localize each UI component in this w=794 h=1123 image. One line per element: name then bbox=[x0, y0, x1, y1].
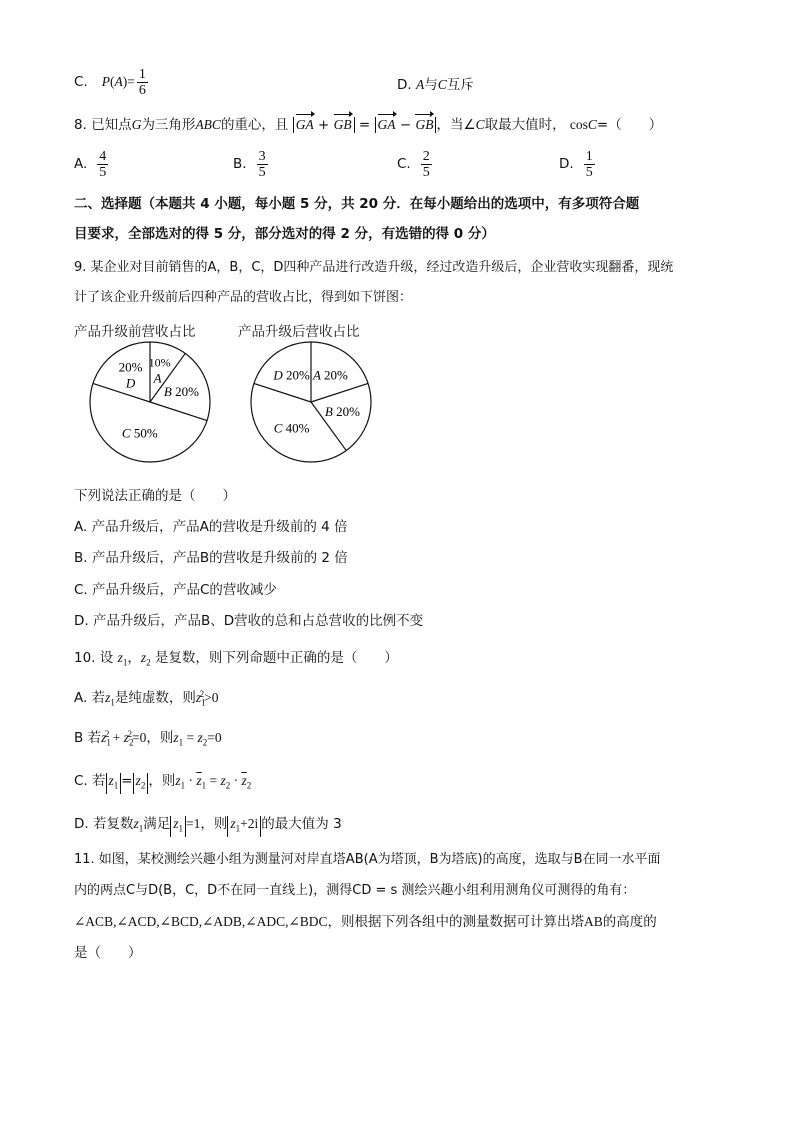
q8-option-b[interactable] bbox=[233, 146, 270, 182]
q7-option-d-label: D. bbox=[397, 77, 412, 93]
q9-question: 下列说法正确的是（ ） bbox=[74, 488, 236, 504]
q8-vec-ga2: GA bbox=[377, 117, 396, 132]
pie-1-label-D bbox=[272, 367, 310, 382]
q8-tail: =（ ） bbox=[596, 117, 663, 133]
q10-option-a[interactable]: A. 若$z_1$是纯虚数，则$z_1^2>0$ bbox=[74, 688, 219, 708]
q8-option-b-fraction bbox=[257, 149, 268, 180]
q8-g: G bbox=[131, 117, 142, 132]
q7-d-end: 互斥 bbox=[446, 77, 474, 93]
q8-option-c[interactable] bbox=[397, 146, 434, 182]
pie-before-title: 产品升级前营收占比 bbox=[74, 324, 196, 340]
svg-text:10%: 10% bbox=[148, 355, 171, 370]
q10-d-pre: 若复数 bbox=[92, 816, 134, 832]
q8-mid2: 的重心，且 bbox=[220, 117, 289, 133]
svg-text:C 40%: C 40% bbox=[273, 420, 310, 436]
svg-text:D: D bbox=[125, 375, 136, 391]
q10-a-pre: 若 bbox=[91, 690, 106, 706]
q8-stem: 8. 已知点G为三角形ABC的重心，且 GA + GB = GA − GB ，当∠C取最大值时， cosC=（ ） bbox=[74, 117, 663, 133]
q8-option-a-label: A. bbox=[74, 156, 88, 172]
q8-option-d-fraction bbox=[584, 149, 595, 180]
q8-b-den: 5 bbox=[258, 164, 266, 180]
q8-a-den: 5 bbox=[99, 164, 107, 180]
pie-after-title: 产品升级后营收占比 bbox=[238, 324, 360, 340]
q10-c-pre: 若 bbox=[92, 773, 106, 789]
svg-text:A: A bbox=[153, 370, 162, 386]
q8-option-d-label: D. bbox=[559, 156, 574, 172]
q8-abs-diff: GA − GB bbox=[375, 117, 437, 133]
q10-b-mid: =0，则 bbox=[131, 730, 174, 745]
q10-z1-sub: 1 bbox=[122, 657, 128, 668]
q8-vec-gb: GB bbox=[333, 117, 352, 132]
q7-option-c-label: C. bbox=[74, 74, 88, 90]
q11-stem-line2: 内的两点C与D(B，C，D不在同一直线上)，测得CD = s 测绘兴趣小组利用测角仪可测得的角有： bbox=[74, 883, 636, 898]
q9-option-b[interactable]: B. 产品升级后，产品B的营收是升级前的 2 倍 bbox=[74, 550, 348, 566]
q10-d-label: D. bbox=[74, 816, 89, 832]
q8-number: 8. bbox=[74, 117, 87, 133]
q10-z1: z bbox=[117, 650, 123, 665]
q8-option-c-label: C. bbox=[397, 156, 411, 172]
q10-a-mid: 是纯虚数，则 bbox=[114, 690, 196, 706]
q8-vec-gb2: GB bbox=[415, 117, 434, 132]
pie-before-chart bbox=[86, 338, 214, 466]
pie-0-label-C bbox=[122, 425, 158, 440]
q10-pre: 10. 设 bbox=[74, 650, 114, 666]
q8-option-c-fraction bbox=[421, 149, 432, 180]
svg-text:20%: 20% bbox=[118, 359, 143, 375]
section2-heading-line1: 二、选择题（本题共 4 小题，每小题 5 分，共 20 分．在每小题给出的选项中，有多项符合题 bbox=[74, 196, 640, 212]
q8-pre: 已知点 bbox=[91, 117, 132, 133]
q11-stem-line3: ∠ACB,∠ACD,∠BCD,∠ADB,∠ADC,∠BDC，则根据下列各组中的测量数据可计算出塔AB的高度的 bbox=[74, 914, 657, 929]
q7-d-c: C bbox=[437, 77, 447, 92]
q7-c-p: P bbox=[101, 74, 110, 89]
pie-1-label-A bbox=[312, 367, 348, 382]
q10-b-pre: 若 bbox=[87, 730, 102, 746]
q10-b-rhs: =0 bbox=[207, 730, 222, 745]
q9-stem-line2: 计了该企业升级前后四种产品的营收占比，得到如下饼图： bbox=[74, 290, 413, 305]
svg-text:A 20%: A 20% bbox=[312, 367, 348, 383]
q8-vec-ga: GA bbox=[295, 117, 314, 132]
q8-b-num: 3 bbox=[258, 148, 266, 164]
q8-d-den: 5 bbox=[585, 164, 593, 180]
q10-a-label: A. bbox=[74, 690, 88, 706]
q8-option-d[interactable] bbox=[559, 146, 597, 182]
q10-d-post: 的最大值为 3 bbox=[261, 816, 342, 832]
q9-option-d[interactable]: D. 产品升级后，产品B、D营收的总和占总营收的比例不变 bbox=[74, 613, 424, 629]
q8-d-num: 1 bbox=[585, 148, 593, 164]
q8-option-a-fraction bbox=[97, 149, 108, 180]
svg-text:B 20%: B 20% bbox=[324, 404, 360, 420]
q8-option-a[interactable] bbox=[74, 146, 110, 182]
q10-stem: 10. 设 $z_1$，$z_2$ 是复数，则下列命题中正确的是（ ） bbox=[74, 650, 398, 668]
q7-option-d[interactable] bbox=[397, 73, 474, 93]
q7-option-c[interactable]: C. P ( A )= $\frac{1}{6}$ bbox=[74, 66, 146, 98]
pie-0-label-B bbox=[164, 384, 199, 399]
svg-text:D 20%: D 20% bbox=[273, 367, 310, 383]
pie-1-label-B bbox=[325, 404, 360, 419]
q11-stem-line4: 是（ ） bbox=[74, 945, 142, 961]
q7-c-den: 6 bbox=[138, 82, 146, 98]
q10-d-eq: =1，则 bbox=[186, 816, 228, 831]
q8-post: ，当∠ bbox=[436, 117, 476, 133]
pie-after-chart bbox=[247, 338, 375, 466]
q9-stem-line1: 9. 某企业对目前销售的A，B，C，D四种产品进行改造升级，经过改造升级后，企业营收实现翻番，现统 bbox=[74, 260, 674, 275]
svg-text:B 20%: B 20% bbox=[163, 383, 199, 399]
q8-post2: 取最大值时， bbox=[484, 117, 566, 133]
q10-c-label: C. bbox=[74, 773, 88, 789]
q10-option-d[interactable]: D. 若复数$z_1$满足 $z_1 =1$，则 $z_1+2i$ 的最大值为 3 bbox=[74, 812, 342, 837]
q10-a-rel: >0 bbox=[204, 690, 219, 705]
q7-c-num: 1 bbox=[138, 66, 146, 82]
q8-cos-c: C bbox=[587, 117, 597, 132]
q7-d-a: A bbox=[415, 77, 425, 92]
q10-c-mid: ，则 bbox=[148, 773, 176, 789]
q10-option-c[interactable]: C. 若 $z_1 = z_2$ ，则$z_1 \cdot \overline{z}_1 = z_2 \cdot \overline{z}_2$ bbox=[74, 769, 251, 794]
q7-c-arg: A bbox=[114, 74, 123, 89]
q10-d-plus: +2i bbox=[240, 816, 259, 831]
q8-abc: ABC bbox=[195, 117, 221, 132]
q8-a-num: 4 bbox=[99, 148, 107, 164]
q10-z2-sub: 2 bbox=[146, 657, 151, 668]
q8-option-b-label: B. bbox=[233, 156, 247, 172]
section2-heading-line2: 目要求，全部选对的得 5 分，部分选对的得 2 分，有选错的得 0 分） bbox=[74, 226, 495, 242]
q11-stem-line1: 11. 如图，某校测绘兴趣小组为测量河对岸直塔AB(A为塔顶，B为塔底)的高度，选取与B在同一水平面 bbox=[74, 852, 661, 867]
q8-cos: cos bbox=[569, 117, 588, 132]
q8-c-num: 2 bbox=[422, 148, 430, 164]
q8-abs-sum: GA + GB bbox=[293, 117, 355, 133]
svg-text:C 50%: C 50% bbox=[121, 425, 158, 441]
q8-c: C bbox=[475, 117, 485, 132]
q8-c-den: 5 bbox=[422, 164, 430, 180]
q10-post: 是复数，则下列命题中正确的是（ ） bbox=[154, 650, 398, 666]
q10-b-label: B bbox=[74, 730, 84, 746]
q8-mid: 为三角形 bbox=[141, 117, 196, 133]
q7-d-mid: 与 bbox=[424, 77, 438, 93]
q9-option-c[interactable]: C. 产品升级后，产品C的营收减少 bbox=[74, 582, 277, 598]
q10-d-mid: 满足 bbox=[143, 816, 171, 832]
q7-c-fraction bbox=[137, 67, 148, 98]
q10-option-b[interactable]: B 若$z_1^2 + z_2^2=0$，则$z_1 = z_2=0$ bbox=[74, 728, 222, 748]
q9-option-a[interactable]: A. 产品升级后，产品A的营收是升级前的 4 倍 bbox=[74, 519, 348, 535]
pie-1-label-C bbox=[274, 421, 310, 436]
